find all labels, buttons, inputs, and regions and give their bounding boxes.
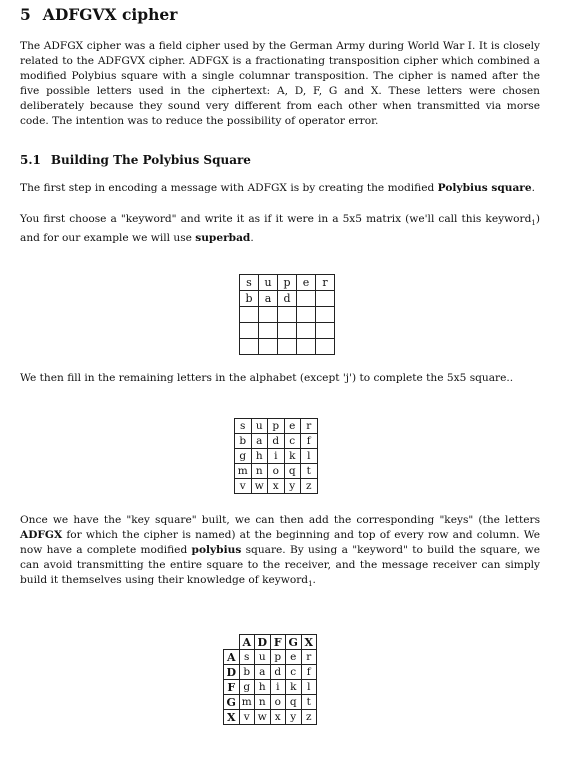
grid-cell: x xyxy=(268,479,285,494)
column-key: G xyxy=(286,635,302,650)
intro-paragraph: The ADFGX cipher was a field cipher used by the German Army during World War I. It is closely related to the ADFGVX cipher. ADFGX is a fractionating transposition cipher which combined a modified Polybius square with a single columnar transposition. The cipher is named after the five possible letters used in the ciphertext: A, D, F, G and X. These letters were chosen deliberately because they sound very different from each other when transmitted via morse code. The intention was to reduce the possibility of operator error. xyxy=(20,40,540,127)
grid-cell xyxy=(240,307,259,323)
grid-cell: y xyxy=(284,479,301,494)
grid-cell: c xyxy=(284,434,301,449)
grid-cell xyxy=(278,323,297,339)
grid-cell xyxy=(259,339,278,355)
grid-cell: s xyxy=(235,419,252,434)
grid-cell: x xyxy=(270,710,286,725)
grid-cell xyxy=(297,291,316,307)
grid-cell: q xyxy=(284,464,301,479)
keyword-grid-row xyxy=(240,307,335,323)
subsection-heading: 5.1 Building The Polybius Square xyxy=(20,153,251,167)
grid-cell: s xyxy=(239,650,255,665)
grid-cell: l xyxy=(301,680,317,695)
grid-cell: g xyxy=(235,449,252,464)
keyed-row xyxy=(224,680,317,695)
grid-cell xyxy=(316,323,335,339)
grid-cell: y xyxy=(286,710,302,725)
grid-cell: w xyxy=(251,479,268,494)
grid-cell: m xyxy=(239,695,255,710)
polybius-row xyxy=(235,464,318,479)
step1-paragraph: The first step in encoding a message with ADFGX is by creating the modified Polybius square. xyxy=(20,182,536,194)
keyed-row xyxy=(224,710,317,725)
keyed-polybius-square xyxy=(223,634,317,725)
grid-cell: h xyxy=(251,449,268,464)
grid-cell xyxy=(316,339,335,355)
grid-cell xyxy=(259,307,278,323)
grid-cell: m xyxy=(235,464,252,479)
polybius-row xyxy=(235,449,318,464)
row-key: F xyxy=(224,680,240,695)
grid-cell: a xyxy=(259,291,278,307)
grid-cell: n xyxy=(251,464,268,479)
grid-cell: d xyxy=(270,665,286,680)
keyed-row xyxy=(224,650,317,665)
grid-cell: z xyxy=(301,479,318,494)
row-key: G xyxy=(224,695,240,710)
step2-paragraph: You first choose a "keyword" and write it as if it were in a 5x5 matrix (we'll call this keyword$_1$) and for our example we will use superbad. xyxy=(20,213,540,245)
polybius-square xyxy=(234,418,318,494)
step4-paragraph: Once we have the "key square" built, we can then add the corresponding "keys" (the letters ADFGX for which the cipher is named) at the beginning and top of every row and column. We now have a complete modified polybius square. By using a "keyword" to build the square, we can avoid transmitting the entire square to the receiver, and the message receiver can simply build it themselves using their knowledge of keyword$_1$. xyxy=(20,514,540,589)
grid-cell: n xyxy=(255,695,271,710)
grid-cell: k xyxy=(286,680,302,695)
grid-cell: r xyxy=(301,650,317,665)
column-key: D xyxy=(255,635,271,650)
grid-cell: v xyxy=(239,710,255,725)
grid-cell: e xyxy=(286,650,302,665)
grid-cell: u xyxy=(255,650,271,665)
grid-cell xyxy=(297,339,316,355)
keyword-grid-row xyxy=(240,291,335,307)
grid-cell: a xyxy=(251,434,268,449)
grid-cell: q xyxy=(286,695,302,710)
grid-cell: d xyxy=(278,291,297,307)
grid-cell: b xyxy=(239,665,255,680)
polybius-row xyxy=(235,419,318,434)
grid-cell: b xyxy=(240,291,259,307)
grid-cell: a xyxy=(255,665,271,680)
grid-cell xyxy=(278,339,297,355)
grid-cell: w xyxy=(255,710,271,725)
grid-cell: o xyxy=(268,464,285,479)
grid-cell xyxy=(297,323,316,339)
grid-cell: i xyxy=(268,449,285,464)
polybius-row xyxy=(235,434,318,449)
row-key: D xyxy=(224,665,240,680)
column-key: A xyxy=(239,635,255,650)
grid-cell: l xyxy=(301,449,318,464)
grid-cell: h xyxy=(255,680,271,695)
grid-cell: p xyxy=(270,650,286,665)
corner-cell xyxy=(224,635,240,650)
grid-cell: p xyxy=(268,419,285,434)
grid-cell: i xyxy=(270,680,286,695)
grid-cell xyxy=(240,339,259,355)
row-key: A xyxy=(224,650,240,665)
grid-cell: r xyxy=(301,419,318,434)
grid-cell: f xyxy=(301,665,317,680)
grid-cell: z xyxy=(301,710,317,725)
grid-cell: v xyxy=(235,479,252,494)
polybius-row xyxy=(235,479,318,494)
grid-cell: d xyxy=(268,434,285,449)
keyed-row xyxy=(224,695,317,710)
keyword-grid-row xyxy=(240,339,335,355)
grid-cell: t xyxy=(301,695,317,710)
row-key: X xyxy=(224,710,240,725)
column-key: X xyxy=(301,635,317,650)
grid-cell: b xyxy=(235,434,252,449)
grid-cell: c xyxy=(286,665,302,680)
key-header-row xyxy=(224,635,317,650)
column-key: F xyxy=(270,635,286,650)
grid-cell: f xyxy=(301,434,318,449)
grid-cell xyxy=(297,307,316,323)
keyword-grid-row xyxy=(240,323,335,339)
grid-cell xyxy=(316,291,335,307)
section-heading: 5 ADFGVX cipher xyxy=(20,5,178,24)
grid-cell: t xyxy=(301,464,318,479)
grid-cell: r xyxy=(316,275,335,291)
grid-cell: p xyxy=(278,275,297,291)
step3-paragraph: We then fill in the remaining letters in the alphabet (except 'j') to complete the 5x5 square.. xyxy=(20,372,514,384)
grid-cell xyxy=(316,307,335,323)
grid-cell: e xyxy=(297,275,316,291)
keyed-row xyxy=(224,665,317,680)
grid-cell: u xyxy=(259,275,278,291)
grid-cell: e xyxy=(284,419,301,434)
grid-cell xyxy=(259,323,278,339)
grid-cell xyxy=(278,307,297,323)
grid-cell: s xyxy=(240,275,259,291)
grid-cell: u xyxy=(251,419,268,434)
grid-cell: o xyxy=(270,695,286,710)
keyword-grid-row xyxy=(240,275,335,291)
grid-cell: k xyxy=(284,449,301,464)
grid-cell: g xyxy=(239,680,255,695)
grid-cell xyxy=(240,323,259,339)
keyword-grid xyxy=(239,274,335,355)
